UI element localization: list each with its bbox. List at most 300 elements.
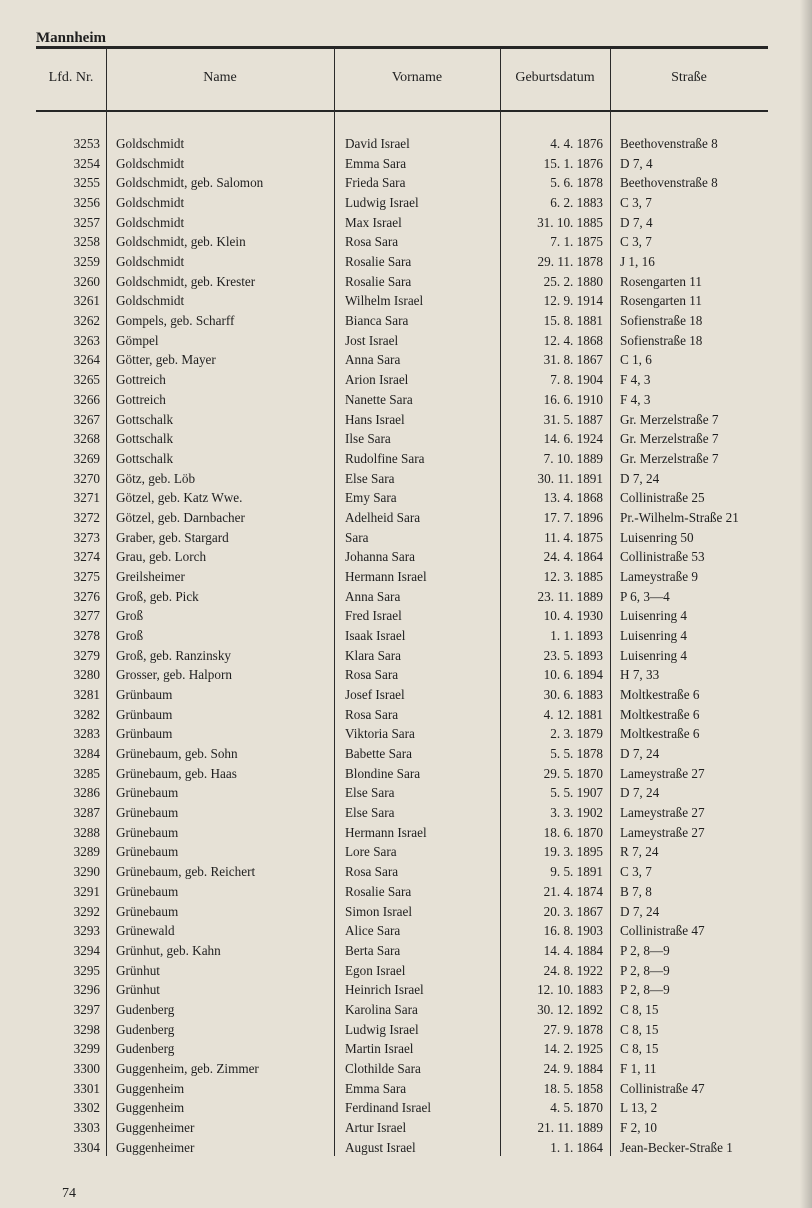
row-vorname: Ferdinand Israel (345, 1100, 432, 1116)
row-number: 3282 (73, 706, 100, 722)
row-birthdate: 5. 5. 1878 (550, 746, 603, 762)
row-number: 3272 (73, 509, 100, 525)
table-row (0, 626, 812, 646)
row-number: 3277 (73, 608, 100, 624)
row-street: Sofienstraße 18 (620, 313, 703, 329)
row-number: 3273 (73, 529, 100, 545)
row-name: Goldschmidt, geb. Salomon (116, 175, 264, 191)
row-name: Gudenberg (116, 1001, 175, 1017)
row-street: B 7, 8 (620, 883, 652, 899)
row-birthdate: 14. 4. 1884 (543, 942, 603, 958)
row-vorname: Artur Israel (345, 1120, 407, 1135)
row-name: Gompels, geb. Scharff (116, 313, 235, 329)
row-number: 3299 (73, 1041, 100, 1057)
table-row (0, 1098, 812, 1118)
row-street: Collinistraße 53 (620, 549, 705, 565)
row-name: Goldschmidt (116, 254, 185, 270)
row-birthdate: 9. 5. 1891 (550, 864, 603, 880)
table-row (0, 252, 812, 272)
row-birthdate: 30. 6. 1883 (543, 687, 603, 703)
row-vorname: Frieda Sara (345, 175, 406, 191)
row-vorname: Ludwig Israel (345, 1021, 419, 1037)
row-street: D 7, 24 (620, 785, 660, 801)
row-number: 3298 (73, 1021, 100, 1037)
row-birthdate: 27. 9. 1878 (543, 1021, 603, 1037)
row-name: Guggenheimer (116, 1120, 195, 1135)
row-vorname: Else Sara (345, 805, 395, 821)
table-row (0, 291, 812, 311)
row-name: Grünebaum (116, 824, 179, 840)
table-row (0, 213, 812, 233)
row-birthdate: 31. 10. 1885 (537, 214, 603, 230)
row-vorname: Hermann Israel (345, 824, 427, 840)
row-birthdate: 21. 11. 1889 (537, 1120, 603, 1135)
row-birthdate: 13. 4. 1868 (543, 490, 603, 506)
row-number: 3287 (73, 805, 100, 821)
column-header-nr: Lfd. Nr. (48, 70, 94, 85)
row-birthdate: 29. 5. 1870 (543, 765, 603, 781)
row-street: R 7, 24 (620, 844, 659, 860)
row-vorname: Arion Israel (345, 372, 409, 388)
table-row (0, 410, 812, 430)
row-street: P 2, 8—9 (620, 982, 670, 998)
row-birthdate: 24. 4. 1864 (543, 549, 603, 565)
row-number: 3300 (73, 1060, 100, 1076)
row-vorname: Emma Sara (345, 1080, 407, 1096)
row-street: H 7, 33 (620, 667, 660, 683)
row-birthdate: 2. 3. 1879 (550, 726, 603, 742)
row-birthdate: 23. 5. 1893 (543, 647, 603, 663)
row-vorname: Ludwig Israel (345, 195, 419, 211)
row-name: Grünhut (116, 962, 160, 978)
row-name: Grünebaum (116, 844, 179, 860)
row-number: 3266 (73, 391, 100, 407)
row-vorname: Klara Sara (345, 647, 402, 663)
table-row (0, 311, 812, 331)
row-street: Rosengarten 11 (620, 273, 702, 289)
row-vorname: Isaak Israel (345, 628, 406, 643)
page-number: 74 (62, 1186, 76, 1201)
row-name: Gottreich (116, 372, 166, 388)
row-name: Grünebaum (116, 785, 179, 801)
row-street: J 1, 16 (620, 254, 655, 270)
table-row (0, 587, 812, 607)
row-number: 3283 (73, 726, 100, 742)
row-name: Grünebaum, geb. Haas (116, 765, 237, 781)
row-street: D 7, 24 (620, 470, 660, 486)
row-number: 3270 (73, 470, 100, 486)
column-header-vorname: Vorname (391, 70, 443, 85)
row-vorname: Anna Sara (345, 352, 401, 368)
row-number: 3291 (73, 883, 100, 899)
table-row (0, 429, 812, 449)
row-birthdate: 17. 7. 1896 (543, 509, 603, 525)
row-vorname: Rosa Sara (345, 706, 399, 722)
row-name: Gudenberg (116, 1021, 175, 1037)
row-name: Gottschalk (116, 450, 174, 466)
row-birthdate: 15. 8. 1881 (543, 313, 603, 329)
row-vorname: Fred Israel (345, 608, 402, 624)
table-row (0, 508, 812, 528)
row-birthdate: 30. 12. 1892 (537, 1001, 603, 1017)
row-name: Grau, geb. Lorch (116, 549, 207, 565)
row-name: Graber, geb. Stargard (116, 529, 229, 545)
row-street: D 7, 24 (620, 746, 660, 762)
row-birthdate: 16. 8. 1903 (543, 923, 603, 939)
row-number: 3293 (73, 923, 100, 939)
row-birthdate: 7. 8. 1904 (550, 372, 603, 388)
row-vorname: Alice Sara (345, 923, 401, 939)
row-name: Gudenberg (116, 1041, 175, 1057)
row-street: P 6, 3—4 (620, 588, 670, 604)
row-number: 3263 (73, 332, 100, 348)
table-row (0, 193, 812, 213)
row-vorname: Emma Sara (345, 155, 407, 171)
row-birthdate: 3. 3. 1902 (550, 805, 603, 821)
row-birthdate: 24. 8. 1922 (543, 962, 603, 978)
row-number: 3256 (73, 195, 100, 211)
row-vorname: Martin Israel (345, 1041, 414, 1057)
row-number: 3301 (73, 1080, 100, 1096)
table-row (0, 528, 812, 548)
row-birthdate: 29. 11. 1878 (537, 254, 603, 270)
row-name: Guggenheim (116, 1100, 185, 1116)
row-name: Goldschmidt (116, 214, 185, 230)
row-birthdate: 12. 9. 1914 (543, 293, 603, 309)
table-row (0, 331, 812, 351)
row-number: 3290 (73, 864, 100, 880)
row-birthdate: 4. 4. 1876 (550, 136, 603, 151)
row-vorname: Anna Sara (345, 588, 401, 604)
table-row (0, 547, 812, 567)
table-row (0, 705, 812, 725)
row-street: L 13, 2 (620, 1100, 658, 1116)
row-birthdate: 4. 12. 1881 (543, 706, 603, 722)
row-number: 3303 (73, 1120, 100, 1135)
table-row (0, 961, 812, 981)
row-street: C 1, 6 (620, 352, 652, 368)
row-street: C 3, 7 (620, 234, 652, 250)
row-number: 3289 (73, 844, 100, 860)
row-name: Guggenheim, geb. Zimmer (116, 1060, 259, 1076)
row-street: Collinistraße 25 (620, 490, 705, 506)
row-street: Luisenring 4 (620, 647, 688, 663)
row-birthdate: 12. 10. 1883 (537, 982, 603, 998)
row-number: 3271 (73, 490, 100, 506)
row-street: Gr. Merzelstraße 7 (620, 450, 719, 466)
row-name: Goldschmidt, geb. Klein (116, 234, 246, 250)
row-number: 3286 (73, 785, 100, 801)
row-street: P 2, 8—9 (620, 962, 670, 978)
row-street: C 8, 15 (620, 1001, 659, 1017)
row-birthdate: 11. 4. 1875 (544, 529, 603, 545)
row-name: Greilsheimer (116, 568, 185, 584)
row-street: Beethovenstraße 8 (620, 136, 718, 151)
row-street: Pr.-Wilhelm-Straße 21 (620, 509, 739, 525)
table-row (0, 370, 812, 390)
row-number: 3294 (73, 942, 100, 958)
table-row (0, 390, 812, 410)
row-vorname: Hans Israel (345, 411, 405, 427)
row-number: 3279 (73, 647, 100, 663)
row-birthdate: 14. 2. 1925 (543, 1041, 603, 1057)
row-name: Grünebaum (116, 903, 179, 919)
table-row (0, 606, 812, 626)
row-street: Gr. Merzelstraße 7 (620, 431, 719, 447)
row-birthdate: 31. 5. 1887 (543, 411, 603, 427)
row-number: 3275 (73, 568, 100, 584)
table-row (0, 1079, 812, 1099)
row-name: Grünebaum, geb. Reichert (116, 864, 256, 880)
row-birthdate: 5. 5. 1907 (550, 785, 603, 801)
row-name: Goldschmidt (116, 195, 185, 211)
table-row (0, 232, 812, 252)
row-vorname: Viktoria Sara (345, 726, 415, 742)
row-vorname: Sara (345, 529, 369, 545)
row-street: D 7, 4 (620, 214, 653, 230)
row-name: Grünbaum (116, 706, 173, 722)
table-row (0, 469, 812, 489)
row-vorname: Nanette Sara (345, 391, 413, 407)
row-vorname: Hermann Israel (345, 568, 427, 584)
row-name: Gottreich (116, 391, 166, 407)
row-number: 3264 (73, 352, 100, 368)
row-vorname: Rosa Sara (345, 864, 399, 880)
row-birthdate: 5. 6. 1878 (550, 175, 603, 191)
row-vorname: Berta Sara (345, 942, 401, 958)
row-street: Rosengarten 11 (620, 293, 702, 309)
row-vorname: Rosalie Sara (345, 273, 412, 289)
row-name: Goldschmidt (116, 293, 185, 309)
row-street: C 8, 15 (620, 1021, 659, 1037)
row-birthdate: 18. 6. 1870 (543, 824, 603, 840)
row-number: 3260 (73, 273, 100, 289)
row-number: 3302 (73, 1100, 100, 1116)
table-row (0, 783, 812, 803)
row-number: 3253 (73, 136, 100, 151)
row-birthdate: 30. 11. 1891 (537, 470, 603, 486)
row-vorname: Egon Israel (345, 962, 406, 978)
row-birthdate: 14. 6. 1924 (543, 431, 603, 447)
table-row (0, 1138, 812, 1158)
row-street: Gr. Merzelstraße 7 (620, 411, 719, 427)
row-number: 3284 (73, 746, 100, 762)
row-number: 3296 (73, 982, 100, 998)
row-name: Goldschmidt (116, 155, 185, 171)
row-vorname: Max Israel (345, 214, 402, 230)
row-name: Grünewald (116, 923, 175, 939)
row-birthdate: 1. 1. 1893 (550, 628, 603, 643)
row-name: Gottschalk (116, 411, 174, 427)
row-street: Lameystraße 9 (620, 568, 698, 584)
table-row (0, 154, 812, 174)
row-street: C 8, 15 (620, 1041, 659, 1057)
row-vorname: Blondine Sara (345, 765, 421, 781)
row-street: F 1, 11 (620, 1060, 657, 1076)
row-number: 3274 (73, 549, 100, 565)
row-name: Grünebaum (116, 805, 179, 821)
row-street: D 7, 4 (620, 155, 653, 171)
row-vorname: Adelheid Sara (345, 509, 421, 525)
row-birthdate: 7. 10. 1889 (543, 450, 603, 466)
row-street: D 7, 24 (620, 903, 660, 919)
row-number: 3268 (73, 431, 100, 447)
table-row (0, 862, 812, 882)
row-street: Moltkestraße 6 (620, 706, 700, 722)
row-name: Goldschmidt, geb. Krester (116, 273, 256, 289)
row-birthdate: 1. 1. 1864 (550, 1139, 603, 1155)
row-vorname: Josef Israel (345, 687, 405, 703)
row-number: 3258 (73, 234, 100, 250)
row-name: Gottschalk (116, 431, 174, 447)
row-vorname: Jost Israel (345, 332, 399, 348)
column-header-strasse: Straße (671, 70, 707, 85)
table-row (0, 1000, 812, 1020)
row-name: Grünbaum (116, 726, 173, 742)
row-number: 3265 (73, 372, 100, 388)
row-number: 3278 (73, 628, 100, 643)
row-birthdate: 15. 1. 1876 (543, 155, 603, 171)
row-birthdate: 20. 3. 1867 (543, 903, 603, 919)
row-number: 3262 (73, 313, 100, 329)
row-number: 3259 (73, 254, 100, 270)
row-street: Lameystraße 27 (620, 805, 705, 821)
row-vorname: Rosa Sara (345, 234, 399, 250)
row-name: Grünebaum, geb. Sohn (116, 746, 238, 762)
table-row (0, 488, 812, 508)
table-row (0, 449, 812, 469)
row-number: 3255 (73, 175, 100, 191)
row-birthdate: 31. 8. 1867 (543, 352, 603, 368)
row-name: Groß (116, 628, 144, 643)
row-birthdate: 4. 5. 1870 (550, 1100, 603, 1116)
row-name: Grünhut, geb. Kahn (116, 942, 221, 958)
row-vorname: Johanna Sara (345, 549, 415, 565)
row-birthdate: 16. 6. 1910 (543, 391, 603, 407)
row-vorname: Rosalie Sara (345, 883, 412, 899)
row-street: Lameystraße 27 (620, 824, 705, 840)
row-name: Groß, geb. Pick (116, 588, 199, 604)
row-name: Guggenheim (116, 1080, 185, 1096)
row-number: 3261 (73, 293, 100, 309)
table-row (0, 665, 812, 685)
row-vorname: Ilse Sara (345, 431, 391, 447)
page-edge-shadow (800, 0, 812, 1208)
row-birthdate: 6. 2. 1883 (550, 195, 603, 211)
row-vorname: Emy Sara (345, 490, 397, 506)
row-street: Luisenring 4 (620, 628, 688, 643)
table-row (0, 980, 812, 1000)
table-row (0, 646, 812, 666)
row-birthdate: 10. 4. 1930 (543, 608, 603, 624)
row-name: Götz, geb. Löb (116, 470, 196, 486)
row-vorname: Rosa Sara (345, 667, 399, 683)
row-street: Beethovenstraße 8 (620, 175, 718, 191)
row-vorname: Else Sara (345, 470, 395, 486)
row-number: 3280 (73, 667, 100, 683)
row-birthdate: 12. 4. 1868 (543, 332, 603, 348)
table-row (0, 744, 812, 764)
table-row (0, 902, 812, 922)
row-name: Götzel, geb. Katz Wwe. (116, 490, 243, 506)
column-header-name: Name (203, 70, 237, 85)
table-row (0, 921, 812, 941)
table-row (0, 724, 812, 744)
row-vorname: Else Sara (345, 785, 395, 801)
row-name: Groß (116, 608, 144, 624)
row-street: Luisenring 4 (620, 608, 688, 624)
row-number: 3281 (73, 687, 100, 703)
row-birthdate: 23. 11. 1889 (537, 588, 603, 604)
row-birthdate: 19. 3. 1895 (543, 844, 603, 860)
table-row (0, 764, 812, 784)
row-birthdate: 12. 3. 1885 (543, 568, 603, 584)
row-name: Goldschmidt (116, 136, 185, 151)
city-heading: Mannheim (36, 30, 107, 46)
row-street: Sofienstraße 18 (620, 332, 703, 348)
column-header-geburtsdatum: Geburtsdatum (515, 70, 595, 85)
row-vorname: Bianca Sara (345, 313, 409, 329)
row-street: F 4, 3 (620, 372, 651, 388)
table-row (0, 685, 812, 705)
table-row (0, 272, 812, 292)
row-street: P 2, 8—9 (620, 942, 670, 958)
table-row (0, 1118, 812, 1138)
row-street: C 3, 7 (620, 195, 652, 211)
row-number: 3304 (73, 1139, 100, 1155)
table-row (0, 803, 812, 823)
row-number: 3254 (73, 155, 100, 171)
table-row (0, 1039, 812, 1059)
table-row (0, 941, 812, 961)
row-street: C 3, 7 (620, 864, 652, 880)
row-street: Luisenring 50 (620, 529, 694, 545)
row-birthdate: 21. 4. 1874 (543, 883, 603, 899)
row-vorname: Babette Sara (345, 746, 413, 762)
row-vorname: Heinrich Israel (345, 982, 424, 998)
table-row (0, 842, 812, 862)
row-number: 3257 (73, 214, 100, 230)
row-street: Moltkestraße 6 (620, 687, 700, 703)
row-number: 3276 (73, 588, 100, 604)
row-vorname: David Israel (345, 136, 410, 151)
row-name: Grosser, geb. Halporn (116, 667, 232, 683)
table-row (0, 882, 812, 902)
row-number: 3288 (73, 824, 100, 840)
row-vorname: Lore Sara (345, 844, 397, 860)
row-number: 3295 (73, 962, 100, 978)
table-row (0, 567, 812, 587)
row-name: Gömpel (116, 332, 159, 348)
row-birthdate: 10. 6. 1894 (543, 667, 603, 683)
row-vorname: Karolina Sara (345, 1001, 418, 1017)
row-birthdate: 7. 1. 1875 (550, 234, 603, 250)
table-row (0, 823, 812, 843)
row-street: F 2, 10 (620, 1120, 658, 1135)
row-street: F 4, 3 (620, 391, 651, 407)
row-name: Grünebaum (116, 883, 179, 899)
row-name: Guggenheimer (116, 1139, 195, 1155)
row-vorname: Simon Israel (345, 903, 413, 919)
row-street: Moltkestraße 6 (620, 726, 700, 742)
row-name: Götzel, geb. Darnbacher (116, 509, 245, 525)
row-birthdate: 18. 5. 1858 (543, 1080, 603, 1096)
row-vorname: Rudolfine Sara (345, 450, 425, 466)
table-row (0, 134, 812, 154)
row-street: Lameystraße 27 (620, 765, 705, 781)
row-vorname: Clothilde Sara (345, 1060, 421, 1076)
row-street: Collinistraße 47 (620, 923, 705, 939)
